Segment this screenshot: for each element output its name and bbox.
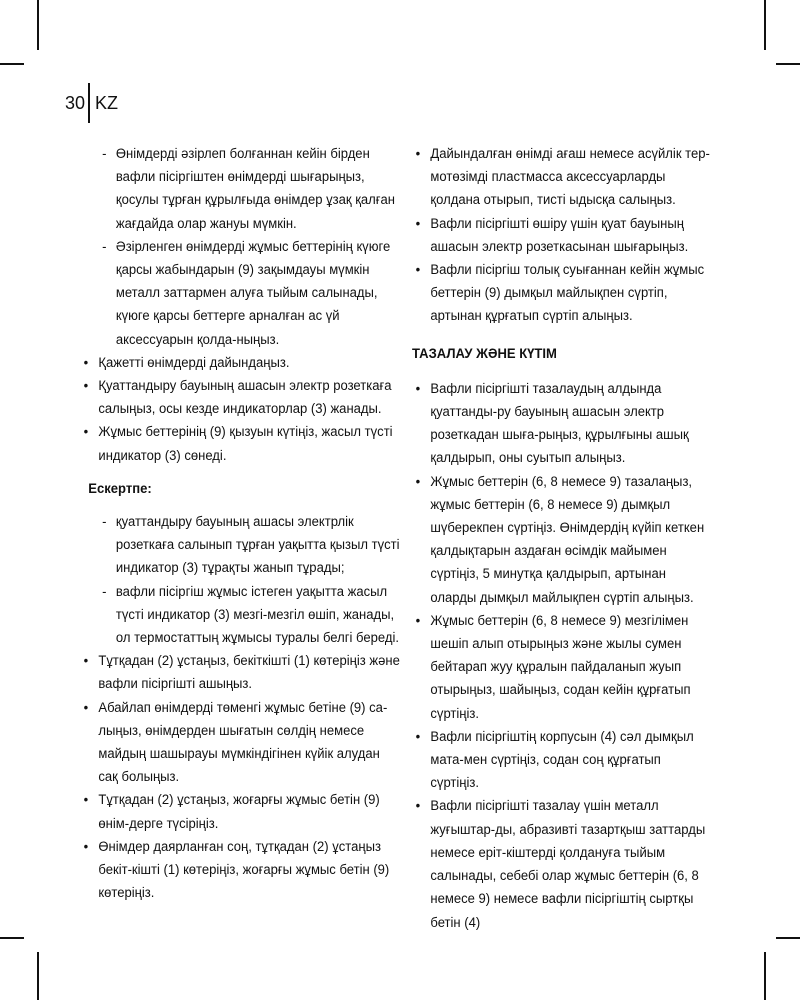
bullet-item: • Қуаттандыру бауының ашасын электр розеткаға салыңыз, осы кезде индикаторлар (3) жанады. bbox=[83, 378, 392, 418]
note-heading: Ескертпе: bbox=[88, 480, 152, 497]
bullet-item: • Тұтқадан (2) ұстаңыз, бекіткішті (1) көтеріңіз және вафли пісіргішті ашыңыз. bbox=[83, 653, 400, 693]
bullet-item: • Вафли пісіргішті тазалаудың алдында қуаттанды-ру бауының ашасын электр розеткадан шыға-рыңыз, құрылғыны ашық қалдырып, оны суытып алыңыз. bbox=[415, 380, 689, 467]
crop-mark-top-left bbox=[37, 0, 39, 50]
header-divider bbox=[88, 83, 90, 123]
bullet-item: • Тұтқадан (2) ұстаңыз, жоғарғы жұмыс бетін (9) өнім-дерге түсіріңіз. bbox=[83, 792, 380, 832]
right-column bbox=[412, 143, 710, 935]
bullet-item: • Вафли пісіргіш толық суығаннан кейін жұмыс беттерін (9) дымқыл майлықпен сүртіп, артынан құрғатып сүртіп алыңыз. bbox=[415, 262, 705, 325]
bullet-item: • Жұмыс беттерін (6, 8 немесе 9) мезгілімен шешіп алып отырыңыз және жылы сумен бейтарап жуу құралын пайдаланып жуып отырыңыз, шайыңыз, содан кейін құрғатып сүртіңіз. bbox=[415, 612, 691, 722]
page-number: 30 bbox=[65, 93, 86, 113]
bullet-item: • Өнімдер даярланған соң, тұтқадан (2) ұстаңыз бекіт-кішті (1) көтеріңіз, жоғарғы жұмыс бетін (9) көтеріңіз. bbox=[83, 838, 390, 902]
crop-mark-left-top bbox=[0, 63, 24, 65]
dash-item: - Әзірленген өнімдерді жұмыс беттерінің күюге қарсы жабындарын (9) зақымдауы мүмкін металл заттармен алуға тыйым салынады, күюге қарсы беттерге арналған ас үй аксессуарын қолда-ныңыз. bbox=[102, 238, 391, 348]
bullet-item: • Дайындалған өнімді ағаш немесе асүйлік тер-мотөзімді пластмасса аксессуарларды қолдана отырып, тисті ыдысқа салыңыз. bbox=[415, 146, 710, 209]
crop-mark-bottom-right bbox=[764, 952, 766, 1000]
crop-mark-top-right bbox=[764, 0, 766, 50]
crop-mark-right-bottom bbox=[776, 937, 800, 939]
bullet-item: • Қажетті өнімдерді дайындаңыз. bbox=[83, 354, 290, 371]
crop-mark-left-bottom bbox=[0, 937, 24, 939]
bullet-item: • Вафли пісіргішті өшіру үшін қуат бауының ашасын электр розеткасынан шығарыңыз. bbox=[415, 215, 689, 255]
dash-item: - вафли пісіргіш жұмыс істеген уақытта жасыл түсті индикатор (3) мезгі-мезгіл өшіп, жанады, ол термостаттың жұмысы туралы белгі береді. bbox=[102, 583, 399, 647]
language-code: KZ bbox=[95, 93, 119, 113]
dash-item: - Өнімдерді әзірлеп болғаннан кейін бірден вафли пісіргіштен өнімдерді шығарыңыз, қосулы тұрған құрылғыда өнімдер ұзақ қалған жағдайда олар жануы мүмкін. bbox=[102, 146, 396, 232]
crop-mark-right-top bbox=[776, 63, 800, 65]
section-heading: ТАЗАЛАУ ЖӘНЕ КҮТІМ bbox=[412, 345, 557, 362]
bullet-item: • Вафли пісіргіштің корпусын (4) сәл дымқыл мата-мен сүртіңіз, содан соң құрғатып сүртіңіз. bbox=[415, 728, 694, 792]
left-column bbox=[80, 143, 402, 906]
dash-item: - қуаттандыру бауының ашасы электрлік розеткаға салынып тұрған уақытта қызыл түсті индикатор (3) тұрақты жанып тұрады; bbox=[102, 514, 400, 577]
crop-mark-bottom-left bbox=[37, 952, 39, 1000]
bullet-item: • Абайлап өнімдерді төменгі жұмыс бетіне (9) са-лыңыз, өнімдерден шығатын сөлдің немесе майдың шашырауы мүмкіндігінен күйік алудан сақ болыңыз. bbox=[83, 699, 388, 786]
bullet-item: • Вафли пісіргішті тазалау үшін металл жуғыштар-ды, абразивті тазартқыш заттарды немесе еріт-кіштерді қолдануға тыйым салынады, себебі олар жұмыс беттерін (6, 8 немесе 9) немесе вафли пісіргіштің сыртқы бетін (4) bbox=[415, 798, 706, 931]
bullet-item: • Жұмыс беттерінің (9) қызуын күтіңіз, жасыл түсті индикатор (3) сөнеді. bbox=[83, 424, 393, 464]
bullet-item: • Жұмыс беттерін (6, 8 немесе 9) тазалаңыз, жұмыс беттерін (6, 8 немесе 9) дымқыл шүберекпен сүртіңіз. Өнімдердің күйіп кеткен қалдықтарын аздаған өсімдік майымен сүртіңіз, 5 минутқа қалдырып, артынан оларды дымқыл майлықпен сүртіп алыңыз. bbox=[415, 473, 705, 606]
